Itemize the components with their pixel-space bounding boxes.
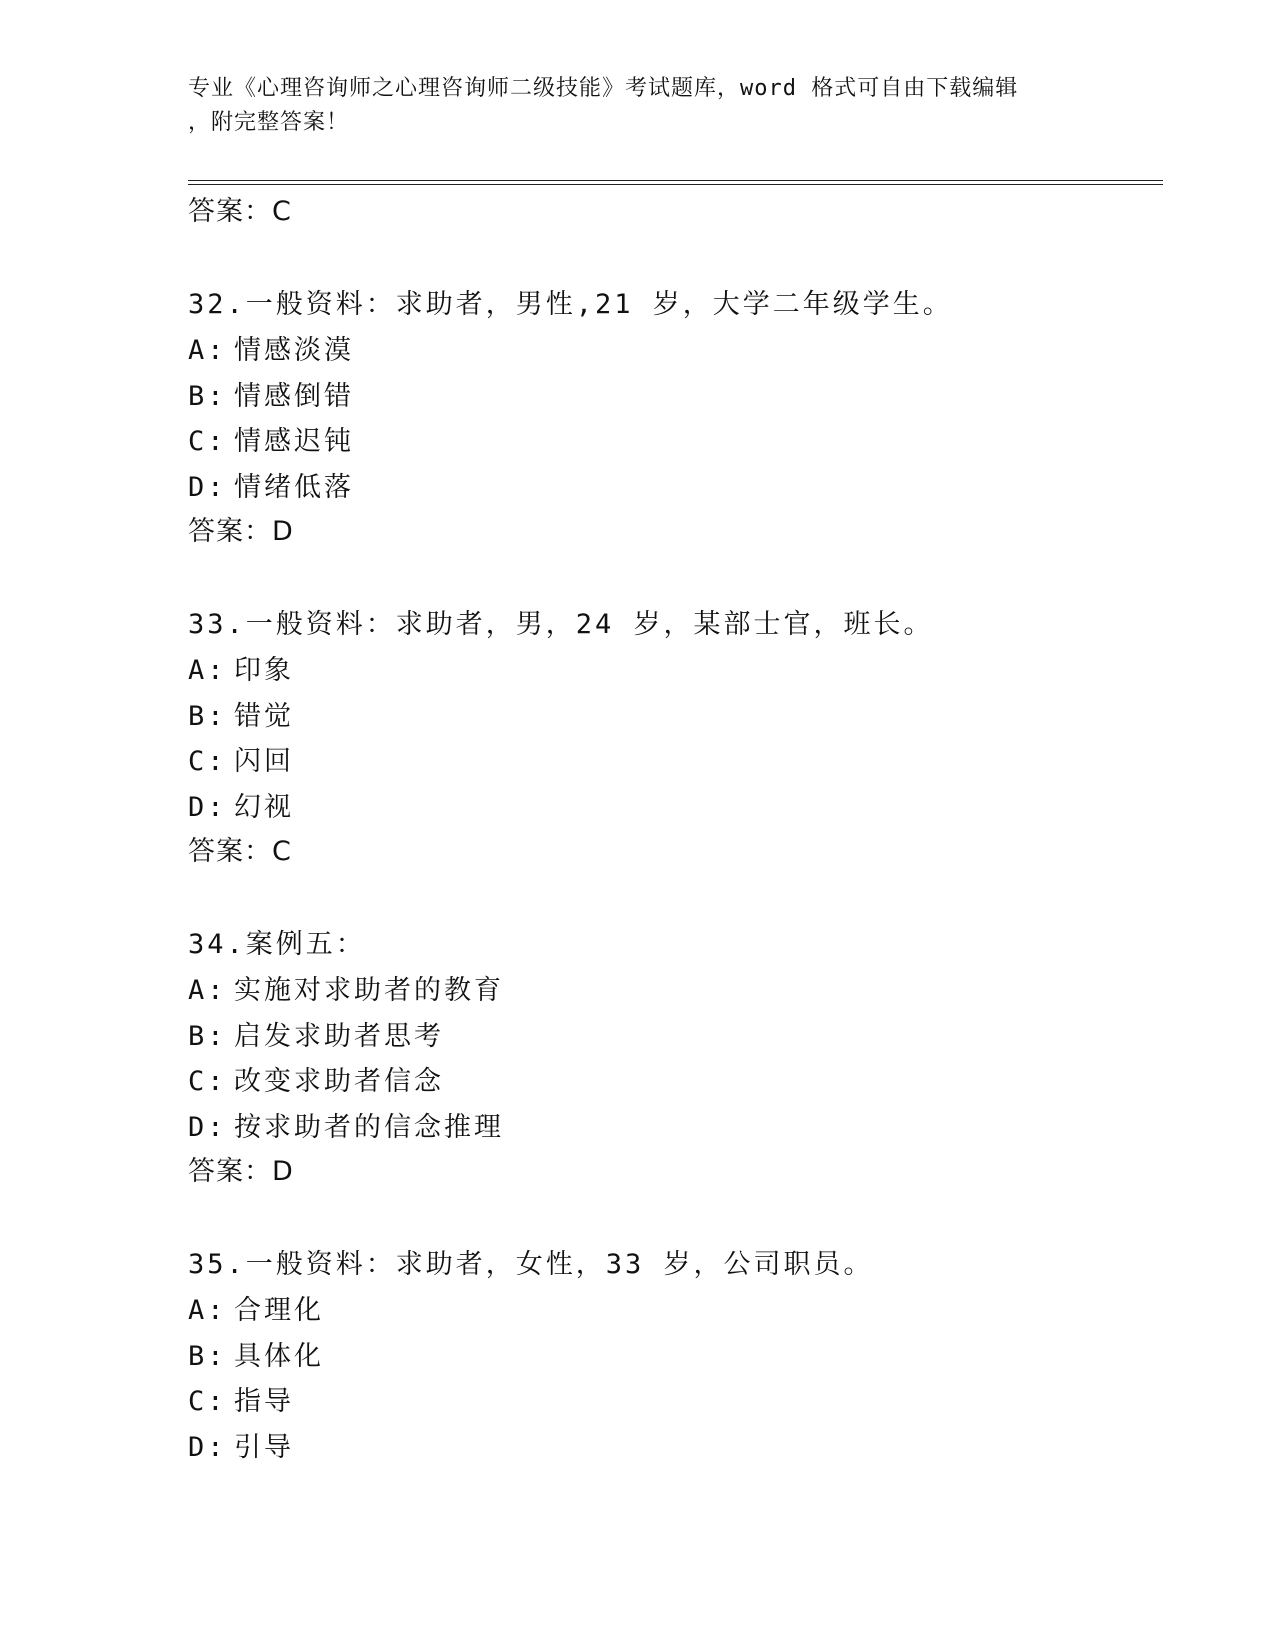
option-c bbox=[188, 1379, 1163, 1425]
option-b bbox=[188, 1014, 1163, 1060]
header-line-2: ，附完整答案！ bbox=[188, 110, 350, 135]
option-key: D: bbox=[188, 471, 227, 503]
option-text: 错觉 bbox=[234, 700, 294, 732]
option-d bbox=[188, 785, 1163, 831]
option-d bbox=[188, 1105, 1163, 1151]
option-key: D: bbox=[188, 1431, 227, 1463]
option-c bbox=[188, 1059, 1163, 1105]
option-b bbox=[188, 374, 1163, 420]
option-key: D: bbox=[188, 791, 227, 823]
header-rule-top bbox=[188, 180, 1163, 181]
option-b bbox=[188, 1334, 1163, 1380]
question-text: 34.案例五： bbox=[188, 929, 366, 960]
option-text: 情绪低落 bbox=[234, 471, 354, 503]
option-text: 情感迟钝 bbox=[234, 426, 354, 457]
option-key: C: bbox=[188, 426, 227, 457]
question-block bbox=[188, 282, 1163, 554]
header-line-1: 专业《心理咨询师之心理咨询师二级技能》考试题库，word 格式可自由下载编辑 bbox=[188, 76, 1019, 101]
question-block bbox=[188, 922, 1163, 1194]
option-key: C: bbox=[188, 1066, 227, 1097]
option-text: 改变求助者信念 bbox=[234, 1066, 444, 1097]
option-text: 按求助者的信念推理 bbox=[234, 1111, 504, 1143]
option-d bbox=[188, 465, 1163, 511]
answer-line: 答案：C bbox=[188, 836, 292, 867]
option-key: B: bbox=[188, 380, 227, 412]
spacer bbox=[188, 234, 1163, 282]
question-text: 32.一般资料：求助者，男性,21 岁，大学二年级学生。 bbox=[188, 289, 953, 320]
option-a bbox=[188, 328, 1163, 374]
question-block bbox=[188, 1242, 1163, 1470]
option-text: 具体化 bbox=[234, 1340, 324, 1372]
option-text: 幻视 bbox=[234, 791, 294, 823]
answer-line: 答案：C bbox=[188, 196, 292, 227]
option-key: B: bbox=[188, 1020, 227, 1052]
spacer bbox=[188, 1194, 1163, 1242]
option-text: 闪回 bbox=[234, 746, 294, 777]
option-key: B: bbox=[188, 700, 227, 732]
option-d bbox=[188, 1425, 1163, 1471]
option-key: C: bbox=[188, 1386, 227, 1417]
question-text: 33.一般资料：求助者，男，24 岁，某部士官，班长。 bbox=[188, 609, 934, 640]
option-c bbox=[188, 739, 1163, 785]
option-a bbox=[188, 648, 1163, 694]
option-text: 实施对求助者的教育 bbox=[234, 975, 504, 1006]
question-block bbox=[188, 602, 1163, 874]
option-key: A: bbox=[188, 655, 227, 686]
option-text: 印象 bbox=[234, 655, 294, 686]
option-text: 情感淡漠 bbox=[234, 335, 354, 366]
header-rule-bottom bbox=[188, 184, 1163, 185]
answer-line: 答案：D bbox=[188, 1156, 294, 1187]
answer-line: 答案：D bbox=[188, 516, 294, 547]
spacer bbox=[188, 554, 1163, 602]
option-text: 合理化 bbox=[234, 1295, 324, 1326]
option-key: A: bbox=[188, 1295, 227, 1326]
option-key: B: bbox=[188, 1340, 227, 1372]
document-header bbox=[188, 72, 1088, 140]
option-text: 指导 bbox=[234, 1386, 294, 1417]
question-list bbox=[188, 190, 1163, 1470]
option-a bbox=[188, 1288, 1163, 1334]
option-text: 引导 bbox=[234, 1431, 294, 1463]
option-key: C: bbox=[188, 746, 227, 777]
spacer bbox=[188, 874, 1163, 922]
option-text: 情感倒错 bbox=[234, 380, 354, 412]
option-a bbox=[188, 968, 1163, 1014]
option-text: 启发求助者思考 bbox=[234, 1020, 444, 1052]
option-key: D: bbox=[188, 1111, 227, 1143]
question-text: 35.一般资料：求助者，女性，33 岁，公司职员。 bbox=[188, 1249, 874, 1280]
option-key: A: bbox=[188, 335, 227, 366]
option-b bbox=[188, 694, 1163, 740]
option-c bbox=[188, 419, 1163, 465]
option-key: A: bbox=[188, 975, 227, 1006]
